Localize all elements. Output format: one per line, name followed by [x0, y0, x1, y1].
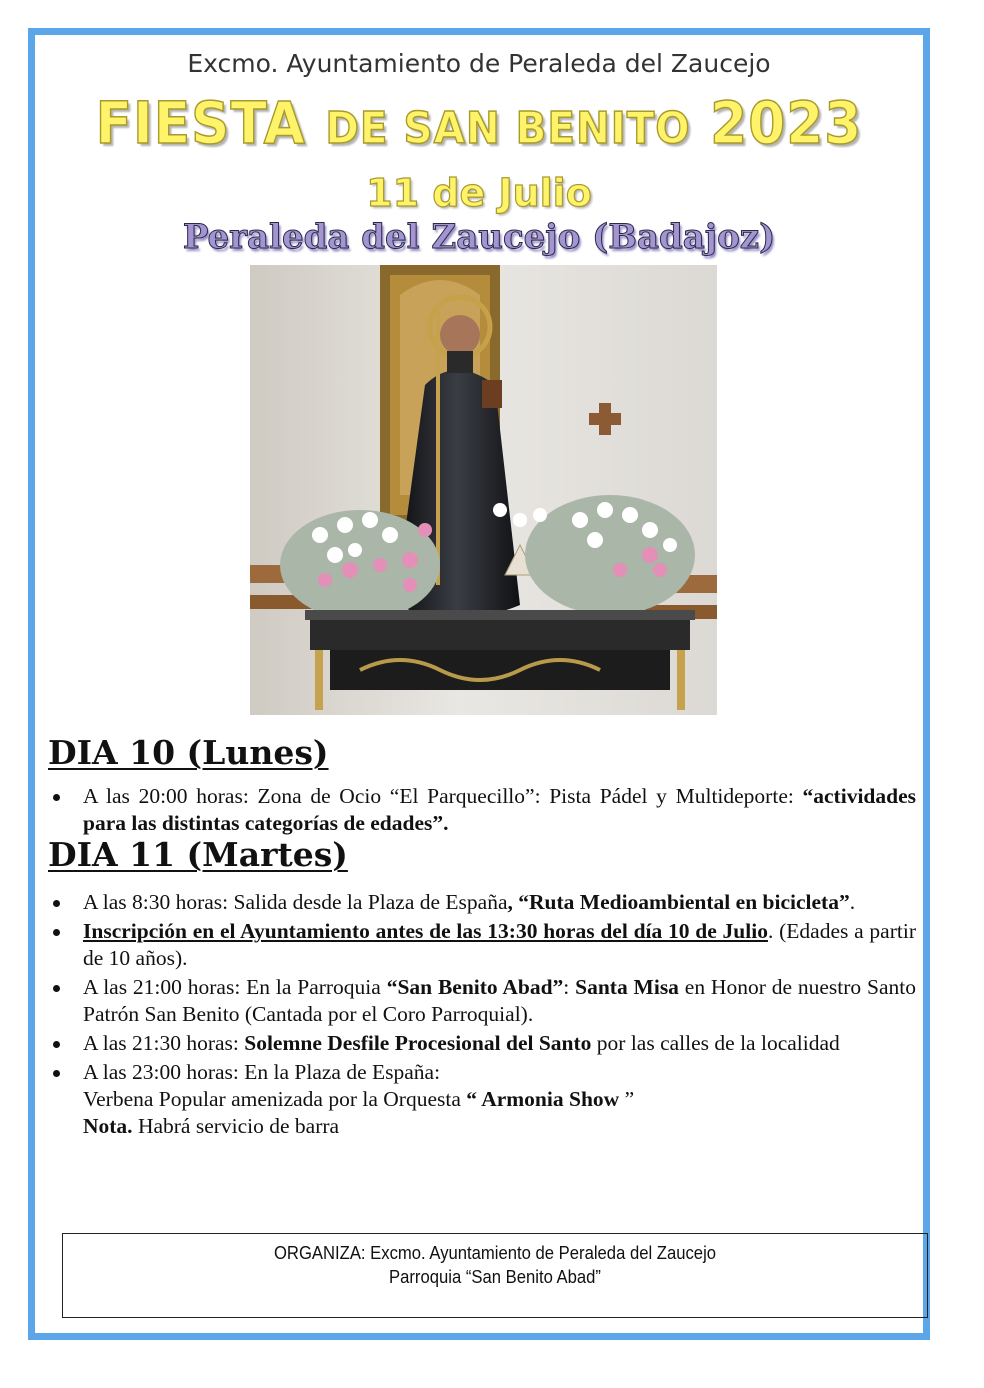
day-10-list	[48, 783, 916, 839]
day-11-list	[48, 889, 916, 1142]
saint-statue-photo	[250, 265, 717, 715]
list-item: Inscripción en el Ayuntamiento antes de las 13:30 horas del día 10 de Julio. (Edades a partir de 10 años).	[48, 918, 916, 972]
title-part-2: DE SAN BENITO	[325, 103, 691, 154]
organizers-line-2: Parroquia “San Benito Abad”	[389, 1266, 601, 1287]
list-item: A las 8:30 horas: Salida desde la Plaza de España, “Ruta Medioambiental en bicicleta”.	[48, 889, 916, 916]
day-10-heading: DIA 10 (Lunes)	[48, 733, 329, 772]
note-text: Habrá servicio de barra	[132, 1114, 340, 1138]
day-11-heading: DIA 11 (Martes)	[48, 835, 348, 874]
festival-title	[71, 89, 888, 157]
poster-frame	[28, 28, 930, 1340]
title-part-1: FIESTA	[95, 89, 306, 157]
organizers-line-1: ORGANIZA: Excmo. Ayuntamiento de Peraleda del Zaucejo	[273, 1242, 717, 1263]
list-item: A las 21:30 horas: Solemne Desfile Procesional del Santo por las calles de la localidad	[48, 1030, 916, 1057]
list-item: A las 20:00 horas: Zona de Ocio “El Parquecillo”: Pista Pádel y Multideporte: “actividades para las distintas categorías de edades”.	[48, 783, 916, 837]
list-item: A las 21:00 horas: En la Parroquia “San Benito Abad”: Santa Misa en Honor de nuestro Santo Patrón San Benito (Cantada por el Coro Parroquial).	[48, 974, 916, 1028]
festival-date: 11 de Julio	[366, 171, 592, 215]
municipality-header: Excmo. Ayuntamiento de Peraleda del Zaucejo	[187, 49, 771, 78]
title-part-3: 2023	[710, 89, 863, 157]
organizers-box	[62, 1233, 928, 1318]
festival-location: Peraleda del Zaucejo (Badajoz)	[182, 217, 776, 257]
list-item: A las 23:00 horas: En la Plaza de España: Verbena Popular amenizada por la Orquesta “ Armonia Show ” Nota. Habrá servicio de barra	[48, 1059, 916, 1140]
note-label: Nota.	[83, 1114, 133, 1138]
